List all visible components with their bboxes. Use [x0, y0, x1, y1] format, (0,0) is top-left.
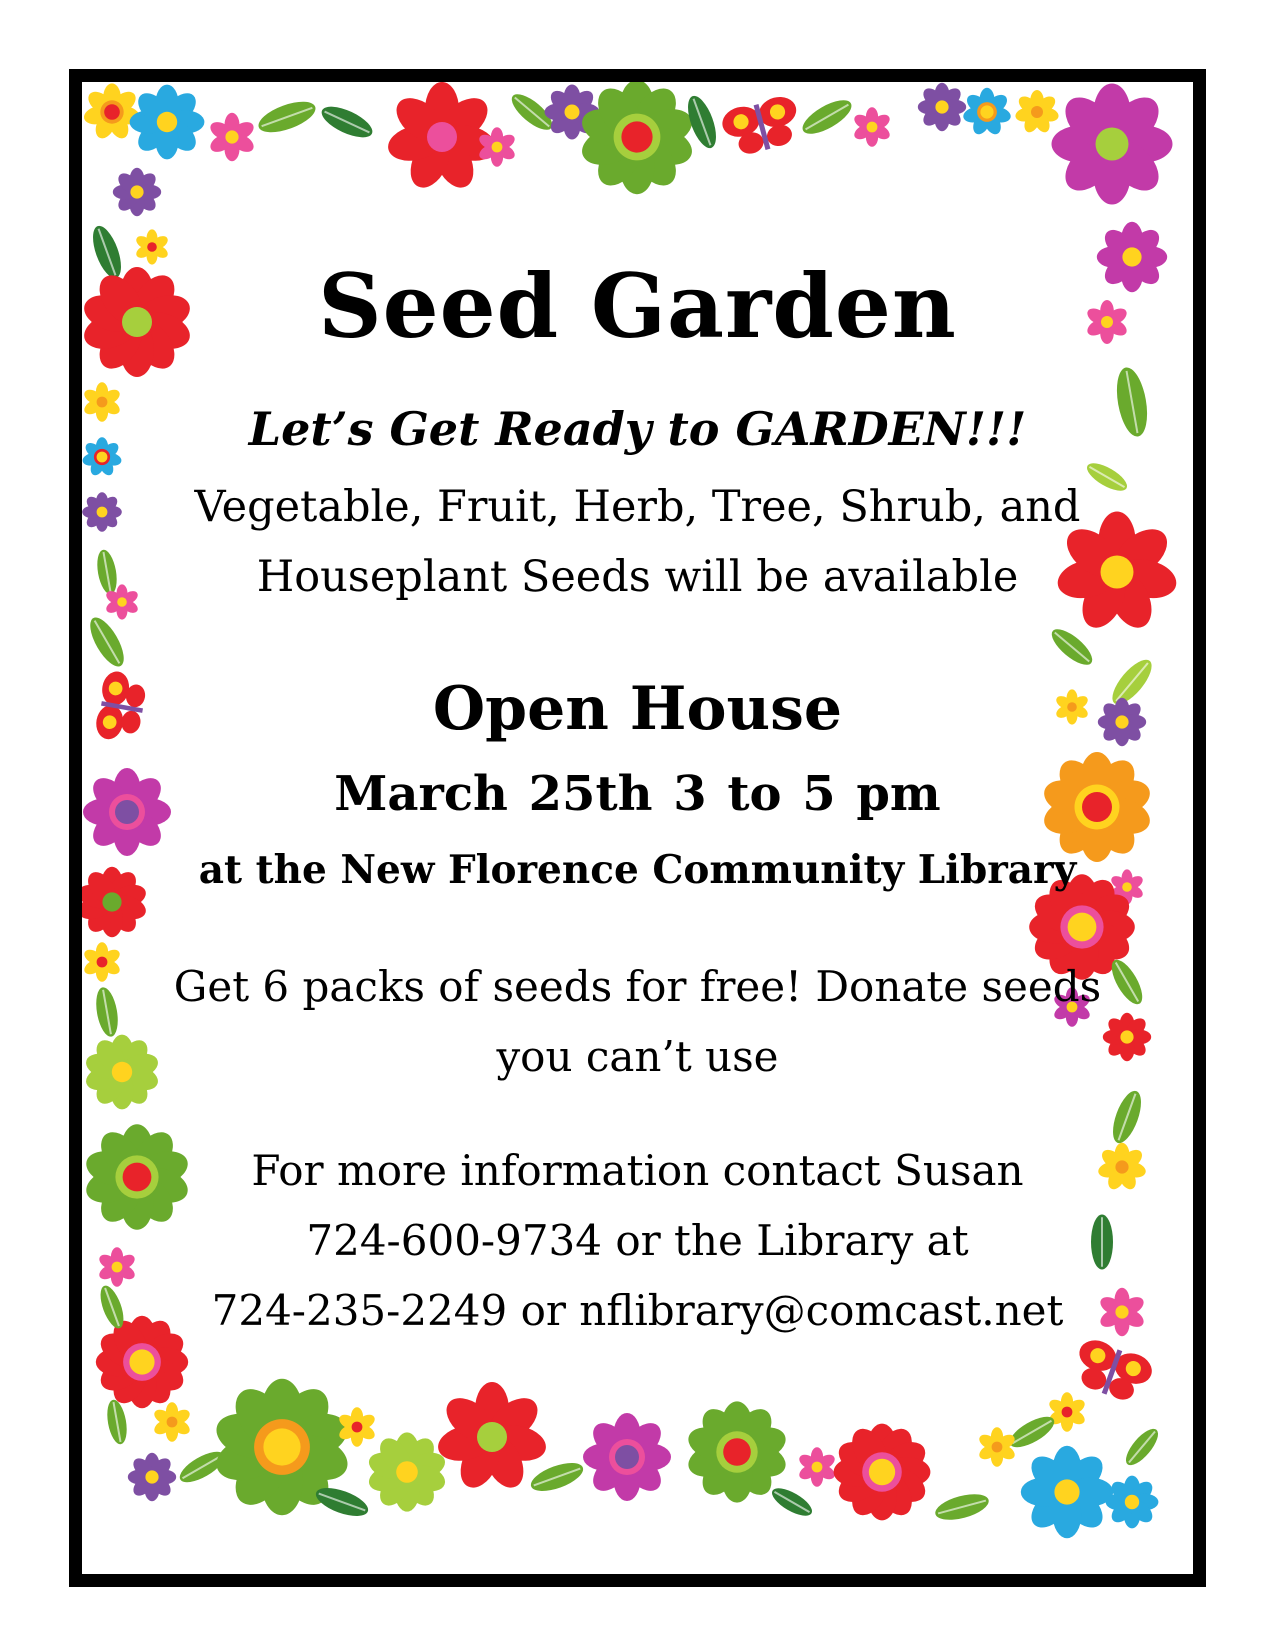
butterfly-icon	[719, 93, 805, 159]
leaf-icon	[317, 100, 376, 143]
flower-icon	[833, 1423, 932, 1522]
leaf-icon	[1107, 1087, 1146, 1146]
leaf-icon	[1046, 623, 1097, 670]
availability-line-2: Houseplant Seeds will be available	[256, 552, 1019, 602]
leaf-icon	[527, 1457, 586, 1496]
flower-icon	[684, 1401, 790, 1502]
event-heading: Open House	[432, 674, 843, 744]
leaf-icon	[255, 95, 320, 138]
flower-icon	[152, 1402, 192, 1442]
leaf-icon	[933, 1489, 992, 1524]
flower-icon	[852, 107, 892, 147]
flyer-title: Seed Garden	[318, 254, 957, 358]
flower-icon	[1021, 1446, 1113, 1538]
flower-icon	[435, 1382, 550, 1494]
flower-icon	[113, 168, 161, 216]
contact-line-2: 724-600-9734 or the Library at	[306, 1216, 969, 1265]
flower-icon	[1014, 90, 1060, 135]
leaf-icon	[768, 1483, 816, 1521]
leaf-icon	[798, 94, 857, 141]
availability-line-1: Vegetable, Fruit, Herb, Tree, Shrub, and	[194, 482, 1081, 532]
flower-icon	[962, 88, 1013, 137]
flower-icon	[583, 1413, 671, 1501]
contact-line-3: 724-235-2249 or nflibrary@comcast.net	[211, 1286, 1064, 1335]
flower-icon	[1052, 84, 1173, 205]
flower-icon	[977, 1427, 1017, 1467]
leaf-icon	[104, 1398, 130, 1445]
flower-icon	[918, 83, 966, 131]
flyer-tagline: Let’s Get Ready to GARDEN!!!	[248, 402, 1027, 456]
flower-icon	[577, 82, 697, 194]
event-location: at the New Florence Community Library	[198, 847, 1077, 893]
butterfly-icon	[1069, 1335, 1157, 1406]
event-date-time: March 25th 3 to 5 pm	[334, 766, 941, 822]
offer-line-2: you can’t use	[496, 1032, 779, 1081]
flower-icon	[797, 1447, 837, 1487]
flower-icon	[130, 85, 205, 160]
leaf-icon	[84, 613, 131, 672]
offer-line-1: Get 6 packs of seeds for free! Donate seeds	[173, 962, 1102, 1011]
flyer-frame	[69, 69, 1206, 1587]
flower-icon	[207, 113, 256, 161]
flower-icon	[1106, 1476, 1159, 1529]
contact-line-1: For more information contact Susan	[251, 1146, 1024, 1195]
flower-icon	[128, 1453, 176, 1501]
leaf-icon	[1121, 1424, 1164, 1470]
flower-icon	[82, 83, 142, 141]
flower-icon	[366, 1432, 449, 1511]
